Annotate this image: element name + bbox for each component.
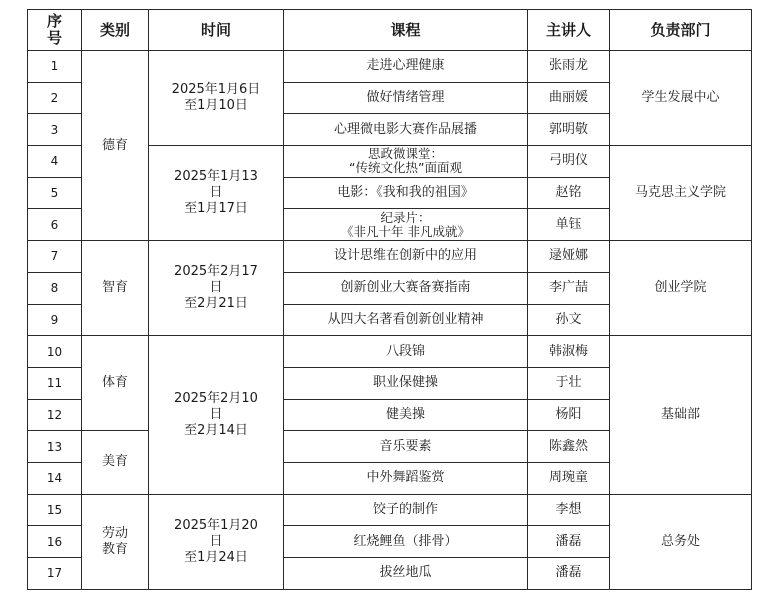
row-index: 12 [28,399,82,431]
course-cell: 健美操 [284,399,528,431]
course-cell: 做好情绪管理 [284,82,528,114]
category-cell: 德育 [82,51,149,241]
header-time: 时间 [149,10,284,51]
course-schedule-table-wrapper [27,9,752,590]
department-cell: 马克思主义学院 [610,146,752,241]
course-cell: 八段锦 [284,336,528,368]
row-index: 16 [28,526,82,558]
row-index: 4 [28,146,82,178]
lecturer-cell: 张雨龙 [528,51,610,83]
category-cell: 体育 [82,336,149,431]
table-row [28,494,752,526]
lecturer-cell: 李广喆 [528,272,610,304]
course-cell: 创新创业大赛备赛指南 [284,272,528,304]
header-index: 序 号 [28,10,82,51]
row-index: 8 [28,272,82,304]
lecturer-cell: 逯娅娜 [528,241,610,273]
lecturer-cell: 赵铭 [528,177,610,209]
lecturer-cell: 韩淑梅 [528,336,610,368]
lecturer-cell: 弓明仪 [528,146,610,178]
lecturer-cell: 于壮 [528,367,610,399]
time-cell: 2025年2月17 日 至2月21日 [149,241,284,336]
row-index: 6 [28,209,82,241]
row-index: 7 [28,241,82,273]
course-cell: 设计思维在创新中的应用 [284,241,528,273]
lecturer-cell: 李想 [528,494,610,526]
course-cell: 电影：《我和我的祖国》 [284,177,528,209]
lecturer-cell: 潘磊 [528,526,610,558]
row-index: 3 [28,114,82,146]
time-cell: 2025年1月13 日 至1月17日 [149,146,284,241]
department-cell: 学生发展中心 [610,51,752,146]
row-index: 2 [28,82,82,114]
table-row [28,336,752,368]
course-cell: 纪录片： 《非凡十年 非凡成就》 [284,209,528,241]
lecturer-cell: 杨阳 [528,399,610,431]
header-department: 负责部门 [610,10,752,51]
department-cell: 创业学院 [610,241,752,336]
course-cell: 思政微课堂： “传统文化热”面面观 [284,146,528,178]
header-lecturer: 主讲人 [528,10,610,51]
course-cell: 心理微电影大赛作品展播 [284,114,528,146]
course-schedule-table [27,9,752,590]
course-cell: 走进心理健康 [284,51,528,83]
lecturer-cell: 周琬童 [528,462,610,494]
lecturer-cell: 郭明敬 [528,114,610,146]
header-category: 类别 [82,10,149,51]
course-cell: 从四大名著看创新创业精神 [284,304,528,336]
row-index: 11 [28,367,82,399]
lecturer-cell: 陈鑫然 [528,431,610,463]
course-cell: 音乐要素 [284,431,528,463]
time-cell: 2025年2月10 日 至2月14日 [149,336,284,494]
course-cell: 拔丝地瓜 [284,558,528,590]
row-index: 5 [28,177,82,209]
row-index: 13 [28,431,82,463]
lecturer-cell: 单钰 [528,209,610,241]
table-row [28,241,752,273]
course-cell: 职业保健操 [284,367,528,399]
row-index: 15 [28,494,82,526]
category-cell: 劳动 教育 [82,494,149,589]
row-index: 10 [28,336,82,368]
row-index: 1 [28,51,82,83]
course-cell: 红烧鲤鱼（排骨） [284,526,528,558]
lecturer-cell: 曲丽媛 [528,82,610,114]
course-cell: 中外舞蹈鉴赏 [284,462,528,494]
lecturer-cell: 孙文 [528,304,610,336]
course-cell: 饺子的制作 [284,494,528,526]
lecturer-cell: 潘磊 [528,558,610,590]
category-cell: 美育 [82,431,149,494]
time-cell: 2025年1月6日 至1月10日 [149,51,284,146]
row-index: 17 [28,558,82,590]
department-cell: 基础部 [610,336,752,494]
time-cell: 2025年1月20 日 至1月24日 [149,494,284,589]
table-row [28,51,752,83]
header-course: 课程 [284,10,528,51]
row-index: 9 [28,304,82,336]
department-cell: 总务处 [610,494,752,589]
category-cell: 智育 [82,241,149,336]
row-index: 14 [28,462,82,494]
header-row [28,10,752,51]
